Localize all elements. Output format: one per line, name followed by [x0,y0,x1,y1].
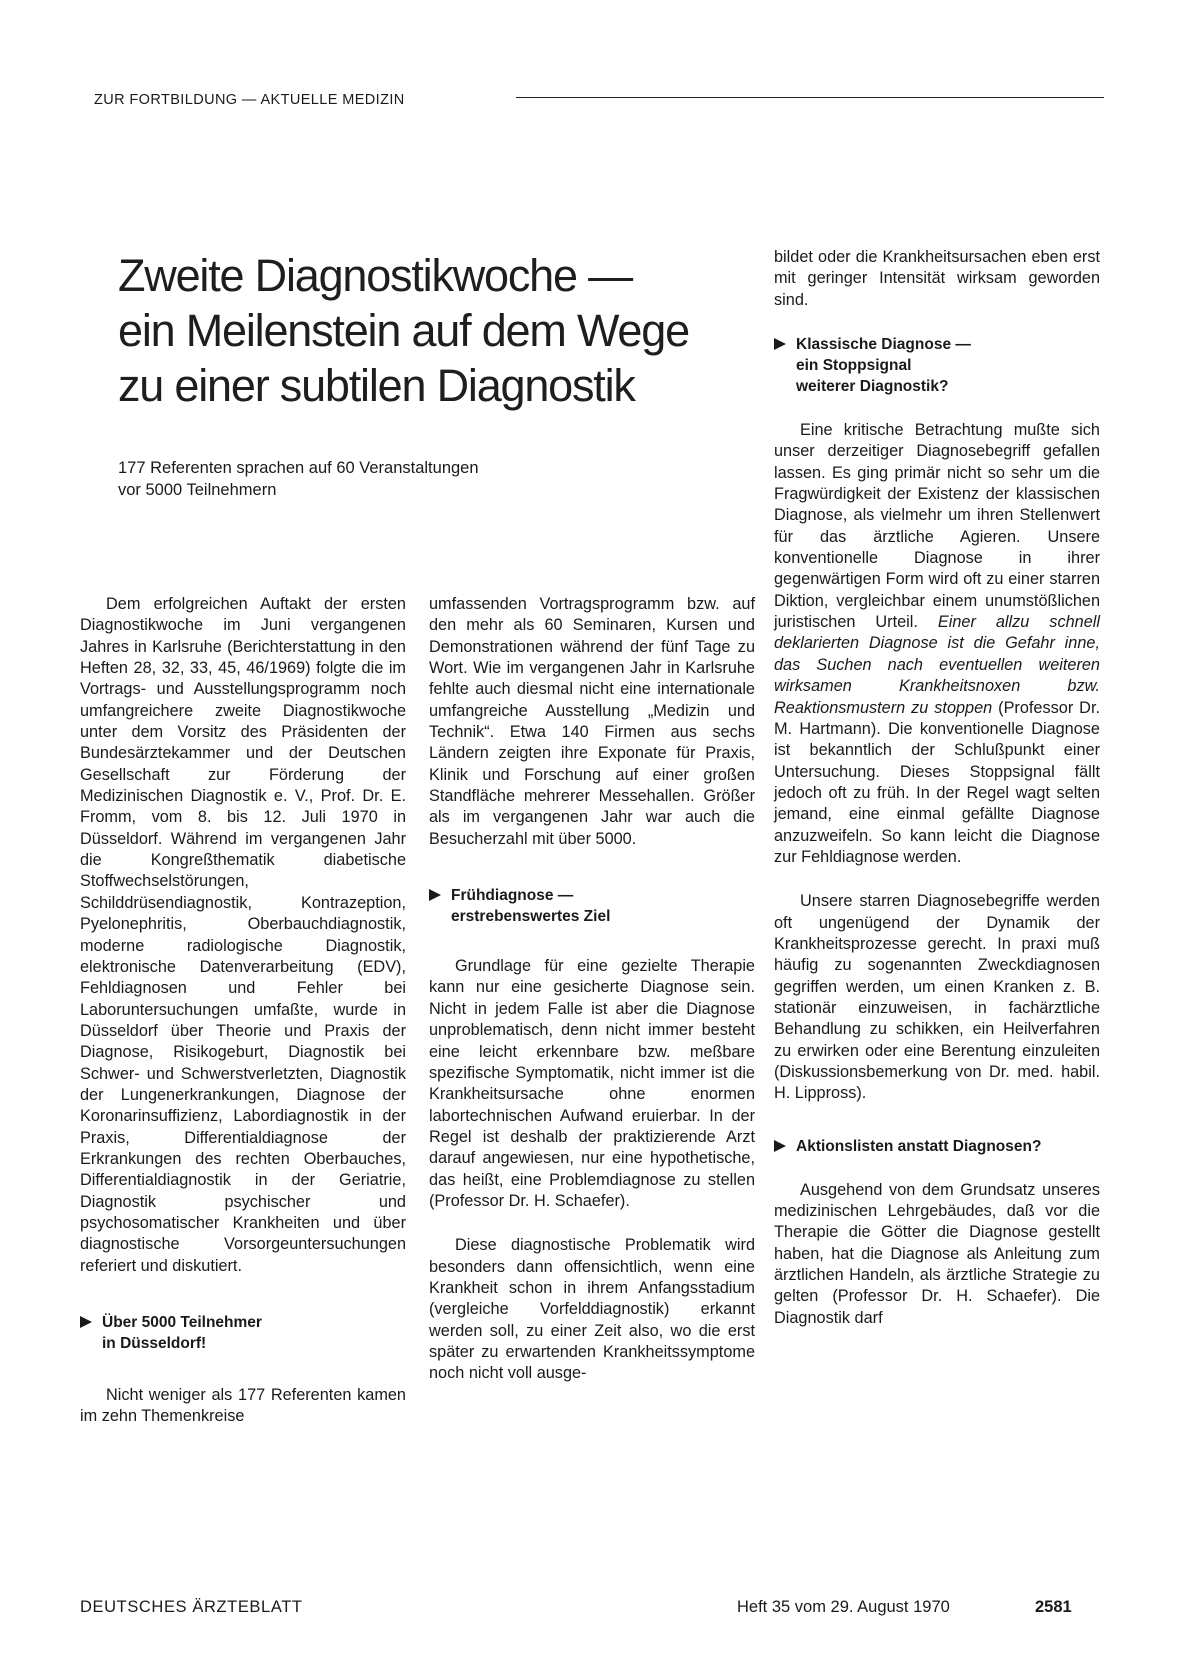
italic-quote: Einer allzu schnell deklarierten Diagnose ist die Gefahr inne, das Suchen nach eventuellen weiteren wirksamen Krankheitsnoxen bzw. Reaktionsmustern zu stoppen [774,613,1100,717]
triangle-bullet-icon [429,889,441,901]
title-line: zu einer subtilen Diagnostik [118,360,635,411]
subtitle-line: 177 Referenten sprachen auf 60 Veranstaltungen [118,459,479,477]
subheading: Aktionslisten anstatt Diagnosen? [774,1136,1100,1157]
title-line: Zweite Diagnostikwoche — [118,250,632,301]
paragraph: Diese diagnostische Problematik wird besonders dann offensichtlich, wenn eine Krankheit schon in ihrem Anfangsstadium (vergleiche Vorfelddiagnostik) erkannt werden soll, zu einer Zeit also, wo die erst später zu erwartenden Krankheitssymptome noch nicht voll ausge- [429,1236,755,1383]
paragraph: Unsere starren Diagnosebegriffe werden oft ungenügend der Dynamik der Krankheitsprozesse gerecht. In praxi muß häufig zu sogenannten Zweckdiagnosen gegriffen werden, um einen Kranken z. B. stationär einzuweisen, in fachärztliche Behandlung zu schikken, ein Heilverfahren zu erwirken oder eine Berentung einzuleiten (Diskussionsbemerkung von Dr. med. habil. H. Lippross). [774,892,1100,1103]
paragraph: Nicht weniger als 177 Referenten kamen im zehn Themenkreise [80,1386,406,1426]
subheading: Über 5000 Teilnehmer in Düsseldorf! [80,1312,406,1354]
paragraph: Dem erfolgreichen Auftakt der ersten Diagnostikwoche im Juni vergangenen Jahres in Karlsruhe (Berichterstattung in den Heften 28, 32, 33, 45, 46/1969) folgte die im Vortrags- und Ausstellungsprogramm noch umfangreichere zweite Diagnostikwoche unter dem Vorsitz des Präsidenten der Bundesärztekammer und der Deutschen Gesellschaft zur Förderung der Medizinischen Diagnostik e. V., Prof. Dr. E. Fromm, vom 8. bis 12. Juli 1970 in Düsseldorf. Während im vergangenen Jahr die Kongreßthematik diabetische Stoffwechselstörungen, Schilddrüsendiagnostik, Kontrazeption, Pyelonephritis, Oberbauchdiagnostik, moderne radiologische Diagnostik, elektronische Datenverarbeitung (EDV), Fehldiagnosen und Fehler bei Laboruntersuchungen umfaßte, wurde in Düsseldorf über Theorie und Praxis der Diagnose, Risikogeburt, Diagnostik bei Schwer- und Schwerstverletzten, Diagnostik der Lungenerkrankungen, Diagnose der Koronarinsuffizienz, Labordiagnostik in der Praxis, Differentialdiagnose der Erkrankungen des rechten Oberbauches, Differentialdiagnostik in der Geriatrie, Diagnostik psychischer und psychosomatischer Krankheiten und über diagnostische Vorsorgeuntersuchungen referiert und diskutiert. [80,595,406,1275]
triangle-bullet-icon [774,338,786,350]
triangle-bullet-icon [774,1140,786,1152]
page-number: 2581 [1035,1598,1072,1616]
journal-name: DEUTSCHES ÄRZTEBLATT [80,1598,303,1616]
paragraph: umfassenden Vortragsprogramm bzw. auf den mehr als 60 Seminaren, Kursen und Demonstrationen während der fünf Tage zu Wort. Wie im vergangenen Jahr in Karlsruhe fehlte auch diesmal nicht eine internationale umfangreiche Ausstellung „Medizin und Technik“. Etwa 140 Firmen aus sechs Ländern zeigten ihre Exponate für Praxis, Klinik und Forschung auf einer großen Standfläche mehrerer Messehallen. Größer als im vergangenen Jahr war auch die Besucherzahl mit über 5000. [429,595,755,848]
column-3 [774,247,1100,1329]
paragraph: bildet oder die Krankheitsursachen eben erst mit geringer Intensität wirksam geworden sind. [774,248,1100,309]
section-label: ZUR FORTBILDUNG — AKTUELLE MEDIZIN [94,92,405,108]
column-1 [80,594,406,1428]
subtitle-line: vor 5000 Teilnehmern [118,481,277,499]
article-title [118,248,758,413]
column-2 [429,594,755,1385]
issue-info: Heft 35 vom 29. August 1970 [737,1598,950,1616]
header-rule [516,97,1104,98]
paragraph: Grundlage für eine gezielte Therapie kann nur eine gesicherte Diagnose sein. Nicht in jedem Falle ist aber die Diagnose unproblematisch, denn nicht immer besteht eine leicht erkennbare bzw. meßbare spezifische Symptomatik, nicht immer ist die Krankheitsursache ohne enormen labortechnischen Aufwand eruierbar. In der Regel ist deshalb der praktizierende Arzt darauf angewiesen, nur eine hypothetische, das heißt, eine Problemdiagnose zu stellen (Professor Dr. H. Schaefer). [429,957,755,1210]
paragraph: Ausgehend von dem Grundsatz unseres medizinischen Lehrgebäudes, daß vor die Therapie die Götter die Diagnose gestellt haben, hat die Diagnose als Anleitung zum ärztlichen Handeln, als ärztliche Strategie zu gelten (Professor Dr. H. Schaefer). Die Diagnostik darf [774,1180,1100,1327]
subheading: Frühdiagnose — erstrebenswertes Ziel [429,885,755,927]
triangle-bullet-icon [80,1316,92,1328]
paragraph: Eine kritische Betrachtung mußte sich unser derzeitiger Diagnosebegriff gefallen lassen. Es ging primär nicht so sehr um die Fragwürdigkeit der Existenz der klassischen Diagnose, als vielmehr um ihren Stellenwert für das ärztliche Agieren. Unsere konventionelle Diagnose in ihrer gegenwärtigen Form wird oft zu einer starren Diktion, vergleichbar einem unumstößlichen juristischen Urteil. Einer allzu schnell deklarierten Diagnose ist die Gefahr inne, das Suchen nach eventuellen weiteren wirksamen Krankheitsnoxen bzw. Reaktionsmustern zu stoppen (Professor Dr. M. Hartmann). Die konventionelle Diagnose ist bekanntlich der Schlußpunkt einer Untersuchung. Dieses Stoppsignal fällt jedoch oft zu früh. In der Regel wagt selten jemand, eine einmal gefällte Diagnose anzuzweifeln. So kann leicht die Diagnose zur Fehldiagnose werden. [774,421,1100,866]
subheading: Klassische Diagnose — ein Stoppsignal weiterer Diagnostik? [774,334,1100,397]
title-line: ein Meilenstein auf dem Wege [118,305,689,356]
article-subtitle [118,457,598,501]
